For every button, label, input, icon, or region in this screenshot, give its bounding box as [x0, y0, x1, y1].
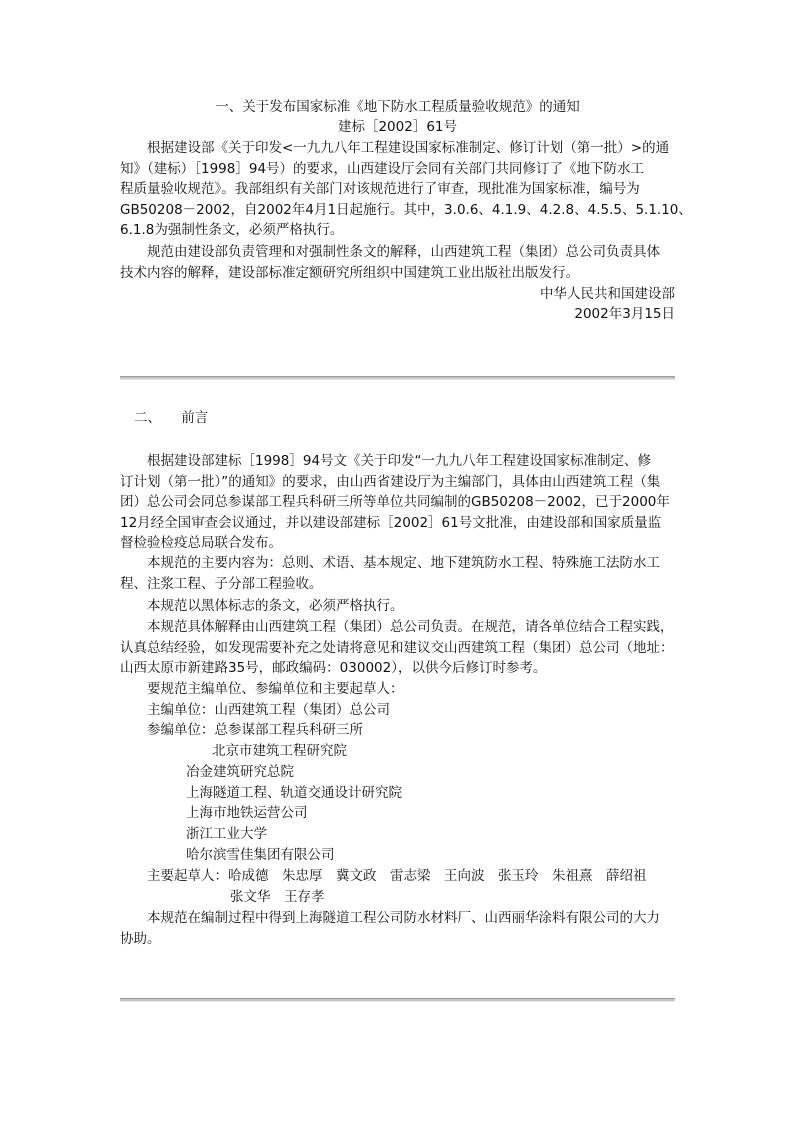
participating-unit: 哈尔滨雪佳集团有限公司: [186, 847, 335, 863]
text-line: 根据建设部建标［1998］94号文《关于印发“一九九八年工程建设国家标准制定、修: [147, 453, 652, 469]
text-line: GB50208－2002，自2002年4月1日起施行。其中，3.0.6、4.1.9、4.2.8、4.5.5、5.1.10、: [120, 201, 692, 218]
preface-thanks: [120, 908, 675, 949]
text-line: 订计划（第一批）”的通知》的要求，由山西省建设厅为主编部门，具体由山西建筑工程（集: [120, 473, 661, 490]
text-line: 认真总结经验，如发现需要补充之处请将意见和建议交山西建筑工程（集团）总公司（地址：: [120, 639, 674, 656]
preface-paragraph-1: [120, 451, 675, 554]
notice-date: 2002年3月15日: [574, 306, 675, 322]
text-line: 程质量验收规范》。我部组织有关部门对该规范进行了审查，现批准为国家标准，编号为: [120, 181, 640, 197]
participating-units-label: 参编单位：总参谋部工程兵科研三所: [147, 722, 363, 738]
text-line: 程、注浆工程、子分部工程验收。: [120, 575, 323, 592]
participating-unit: 浙江工业大学: [186, 826, 267, 842]
preface-paragraph-2: [120, 553, 675, 594]
preface-paragraph-3: 本规范以黑体标志的条文，必须严格执行。: [147, 598, 404, 614]
preface-paragraph-4: [120, 617, 675, 679]
text-line: 知》（建标）［1998］94号）的要求，山西建设厅会同有关部门共同修订了《地下防水工: [120, 160, 645, 177]
notice-issuer: 中华人民共和国建设部: [540, 286, 675, 302]
text-line: 根据建设部《关于印发<一九九八年工程建设国家标准制定、修订计划（第一批）>的通: [147, 140, 670, 156]
notice-title: 一、关于发布国家标准《地下防水工程质量验收规范》的通知: [215, 99, 580, 115]
text-line: 协助。: [120, 930, 161, 947]
text-line: 督检验检疫总局联合发布。: [120, 535, 282, 551]
drafters-line-continued: 张文华 王存孝: [230, 889, 325, 905]
text-line: 本规范在编制过程中得到上海隧道工程公司防水材料厂、山西丽华涂料有限公司的大力: [147, 910, 660, 926]
drafters-line: 主要起草人：哈成德 朱忠厚 冀文政 雷志梁 王向波 张玉玲 朱祖熹 薛绍祖: [147, 868, 647, 884]
text-line: 本规范的主要内容为：总则、术语、基本规定、地下建筑防水工程、特殊施工法防水工: [147, 555, 660, 571]
participating-unit: 北京市建筑工程研究院: [212, 743, 347, 759]
notice-paragraph-2: [120, 242, 675, 283]
notice-paragraph-1: [120, 138, 692, 241]
participating-unit: 上海隧道工程、轨道交通设计研究院: [186, 785, 402, 801]
text-line: 技术内容的解释，建设部标准定额研究所组织中国建筑工业出版社出版发行。: [120, 264, 579, 281]
section-divider: [120, 376, 675, 380]
text-line: 6.1.8为强制性条文，必须严格执行。: [120, 222, 344, 238]
participating-unit: 上海市地铁运营公司: [186, 805, 308, 821]
chief-unit: 主编单位：山西建筑工程（集团）总公司: [147, 702, 390, 718]
participating-unit: 冶金建筑研究总院: [186, 764, 294, 780]
text-line: 团）总公司会同总参谋部工程兵科研三所等单位共同编制的GB50208－2002，已于2000年: [120, 494, 670, 510]
text-line: 规范由建设部负责管理和对强制性条文的解释，山西建筑工程（集团）总公司负责具体: [147, 244, 660, 260]
text-line: 12月经全国审查会议通过，并以建设部建标［2002］61号文批准，由建设部和国家质量监: [120, 514, 662, 531]
units-intro: 要规范主编单位、参编单位和主要起草人：: [147, 681, 404, 697]
text-line: 本规范具体解释由山西建筑工程（集团）总公司负责。在规范，请各单位结合工程实践，: [147, 619, 674, 635]
preface-heading: 二、 前言: [134, 410, 209, 426]
notice-doc-number: 建标［2002］61号: [337, 119, 458, 135]
text-line: 山西太原市新建路35号，邮政编码：030002），以供今后修订时参考。: [120, 660, 547, 676]
section-divider-bottom: [120, 998, 675, 1002]
